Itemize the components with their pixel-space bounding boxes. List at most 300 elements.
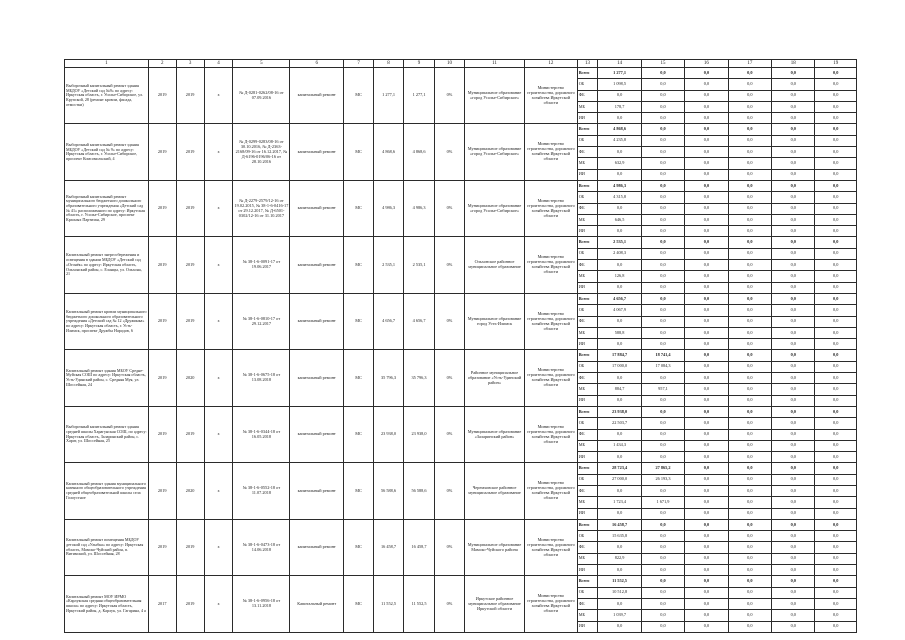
amount-cell: 0,0 bbox=[772, 90, 815, 101]
column-header: 7 bbox=[344, 60, 374, 68]
amount-cell: 0,0 bbox=[772, 553, 815, 564]
source-label: ОБ bbox=[577, 361, 598, 372]
object-description: Капитальный ремонт здания муниципального казенного общеобразовательного учреждения средней общеобразовательной школы села Голоустное bbox=[65, 463, 149, 519]
amount-cell: 0,0 bbox=[641, 485, 684, 496]
table-row bbox=[65, 350, 857, 361]
cost-cell: 16 458,7 bbox=[374, 519, 404, 575]
amount-cell: 0,0 bbox=[728, 327, 771, 338]
readiness: 0% bbox=[435, 68, 465, 124]
amount-cell: 0,0 bbox=[772, 293, 815, 304]
amount-cell: 0,0 bbox=[728, 463, 771, 474]
amount-cell: 0,0 bbox=[728, 429, 771, 440]
column-header: 10 bbox=[435, 60, 465, 68]
amount-cell: 0,0 bbox=[641, 124, 684, 135]
amount-cell: 0,0 bbox=[815, 553, 857, 564]
amount-cell: 0,0 bbox=[685, 271, 728, 282]
amount-cell: 0,0 bbox=[685, 226, 728, 237]
document-cell: № 38-1-6-0473-18 от 14.06.2018 bbox=[233, 519, 290, 575]
source-label: ИИ bbox=[577, 565, 598, 576]
amount-cell: 2 408,3 bbox=[598, 248, 641, 259]
municipality: Районное муниципальное образование «Усть-Удинский район» bbox=[465, 350, 525, 406]
amount-cell: 0,0 bbox=[815, 147, 857, 158]
amount-cell: 2 535,1 bbox=[598, 237, 641, 248]
amount-cell: 0,0 bbox=[641, 610, 684, 621]
amount-cell: 0,0 bbox=[728, 452, 771, 463]
cost-cell: 2 535,1 bbox=[374, 237, 404, 293]
amount-cell: 16 458,7 bbox=[598, 519, 641, 530]
amount-cell: 0,0 bbox=[685, 406, 728, 417]
amount-cell: 0,0 bbox=[641, 587, 684, 598]
amount-cell: 0,0 bbox=[685, 497, 728, 508]
document-cell: № 38-1-6-0552-18 от 11.07.2018 bbox=[233, 463, 290, 519]
source-label: ФБ bbox=[577, 429, 598, 440]
source-label: МБ bbox=[577, 384, 598, 395]
start-year: 2019 bbox=[148, 519, 176, 575]
amount-cell: 0,0 bbox=[772, 248, 815, 259]
source-label: ОБ bbox=[577, 531, 598, 542]
source-label: Всего bbox=[577, 519, 598, 530]
amount-cell: 0,0 bbox=[815, 598, 857, 609]
source-label: ФБ bbox=[577, 203, 598, 214]
amount-cell: 1 723,4 bbox=[598, 497, 641, 508]
work-type: капитальный ремонт bbox=[290, 350, 344, 406]
source-label: Всего bbox=[577, 293, 598, 304]
amount-cell: 0,0 bbox=[772, 180, 815, 191]
amount-cell: 0,0 bbox=[815, 485, 857, 496]
amount-cell: 0,0 bbox=[815, 452, 857, 463]
object-description: Выборочный капитальный ремонт здания МБДОУ «Детский сад № 9» по адресу: Иркутская область, г. Усолье-Сибирское, проспект Комсомольский, 4 bbox=[65, 124, 149, 180]
amount-cell: 0,0 bbox=[728, 214, 771, 225]
amount-cell: 0,0 bbox=[641, 147, 684, 158]
amount-cell: 0,0 bbox=[685, 553, 728, 564]
source-label: ОБ bbox=[577, 305, 598, 316]
mark: х bbox=[204, 68, 233, 124]
mark: х bbox=[204, 237, 233, 293]
end-year: 2019 bbox=[176, 519, 204, 575]
agent-cell: МС bbox=[344, 463, 374, 519]
amount-cell: 0,0 bbox=[598, 203, 641, 214]
amount-cell: 0,0 bbox=[772, 440, 815, 451]
end-year: 2020 bbox=[176, 350, 204, 406]
amount-cell: 0,0 bbox=[641, 452, 684, 463]
amount-cell: 0,0 bbox=[728, 553, 771, 564]
amount-cell: 0,0 bbox=[685, 339, 728, 350]
amount-cell: 28 723,4 bbox=[598, 463, 641, 474]
amount-cell: 0,0 bbox=[685, 508, 728, 519]
amount-cell: 0,0 bbox=[772, 282, 815, 293]
amount-cell: 126,8 bbox=[598, 271, 641, 282]
amount-cell: 17 884,7 bbox=[598, 350, 641, 361]
document-cell: № Д-0281-0262/08-16 от 07.09.2016 bbox=[233, 68, 290, 124]
document-cell: № Д-0299-0283/08-16 от 30.10.2016, № Д-2363-2168/09-16 от 16.12.2017, № Д-6196-0196/06-16 от 28.10.2016 bbox=[233, 124, 290, 180]
amount-cell: 0,0 bbox=[815, 361, 857, 372]
document-cell: № 38-1-6-0810-17 от 29.12.2017 bbox=[233, 293, 290, 349]
amount-cell: 0,0 bbox=[815, 350, 857, 361]
amount-cell: 0,0 bbox=[598, 452, 641, 463]
amount-cell: 0,0 bbox=[728, 282, 771, 293]
amount-cell: 0,0 bbox=[641, 565, 684, 576]
amount-cell: 0,0 bbox=[641, 406, 684, 417]
amount-cell: 0,0 bbox=[772, 192, 815, 203]
amount-cell: 0,0 bbox=[815, 384, 857, 395]
amount-cell: 26 193,3 bbox=[641, 474, 684, 485]
amount-cell: 0,0 bbox=[685, 248, 728, 259]
source-label: МБ bbox=[577, 271, 598, 282]
source-label: ОБ bbox=[577, 474, 598, 485]
source-label: Всего bbox=[577, 68, 598, 79]
work-type: капитальный ремонт bbox=[290, 68, 344, 124]
ministry: Министерство строительства, дорожного хозяйства Иркутской области bbox=[524, 406, 577, 462]
amount-cell: 0,0 bbox=[772, 542, 815, 553]
amount-cell: 0,0 bbox=[728, 350, 771, 361]
amount-cell: 0,0 bbox=[685, 463, 728, 474]
object-description: Капитальный ремонт кровли муниципального бюджетного дошкольного образовательного учреждения «Детский сад № 12 «Дружинка» по адресу: Иркутская область, г. Усть-Илимск, проспект Дружбы Народов, 6 bbox=[65, 293, 149, 349]
amount-cell: 0,0 bbox=[598, 429, 641, 440]
amount-cell: 0,0 bbox=[815, 293, 857, 304]
object-description: Капитальный ремонт МОУ ИРМО «Карлукская средняя общеобразовательная школа» по адресу: Иркутская область, Иркутский район, д. Карлук, ул. Гагарина, 4 а bbox=[65, 576, 149, 632]
source-label: ФБ bbox=[577, 90, 598, 101]
amount-cell: 0,0 bbox=[815, 440, 857, 451]
amount-cell: 0,0 bbox=[685, 440, 728, 451]
amount-cell: 0,0 bbox=[815, 316, 857, 327]
amount-cell: 0,0 bbox=[772, 373, 815, 384]
amount-cell: 0,0 bbox=[685, 147, 728, 158]
work-type: капитальный ремонт bbox=[290, 124, 344, 180]
source-label: ФБ bbox=[577, 316, 598, 327]
end-year: 2019 bbox=[176, 124, 204, 180]
column-header: 5 bbox=[233, 60, 290, 68]
amount-cell: 0,0 bbox=[815, 519, 857, 530]
budget-table bbox=[64, 59, 857, 633]
amount-cell: 0,0 bbox=[641, 113, 684, 124]
agent-cell: МС bbox=[344, 576, 374, 632]
work-type: Капитальный ремонт bbox=[290, 576, 344, 632]
amount-cell: 0,0 bbox=[772, 565, 815, 576]
amount-cell: 0,0 bbox=[815, 373, 857, 384]
object-description: Выборочный капитальный ремонт муниципального бюджетного дошкольного образовательного учреждения «Детский сад № 41» расположенного по адресу: Иркутская область, г. Усолье-Сибирское, проспект Красных Партизан, 29 bbox=[65, 180, 149, 236]
amount-cell: 632,9 bbox=[598, 158, 641, 169]
amount-cell: 0,0 bbox=[598, 565, 641, 576]
amount-cell: 4 868,6 bbox=[598, 124, 641, 135]
column-header: 12 bbox=[524, 60, 577, 68]
amount-cell: 0,0 bbox=[815, 327, 857, 338]
end-year: 2019 bbox=[176, 237, 204, 293]
amount-cell: 0,0 bbox=[728, 361, 771, 372]
start-year: 2017 bbox=[148, 576, 176, 632]
amount-cell: 0,0 bbox=[728, 260, 771, 271]
amount-cell: 0,0 bbox=[728, 90, 771, 101]
amount-cell: 0,0 bbox=[685, 373, 728, 384]
amount-cell: 1 039,7 bbox=[598, 610, 641, 621]
amount-cell: 0,0 bbox=[641, 135, 684, 146]
amount-cell: 10 512,8 bbox=[598, 587, 641, 598]
amount-cell: 0,0 bbox=[728, 180, 771, 191]
amount-cell: 0,0 bbox=[772, 339, 815, 350]
amount-cell: 0,0 bbox=[772, 452, 815, 463]
amount-cell: 0,0 bbox=[772, 576, 815, 587]
amount-cell: 0,0 bbox=[641, 79, 684, 90]
cost-cell: 4 656,7 bbox=[374, 293, 404, 349]
source-label: МБ bbox=[577, 610, 598, 621]
source-label: Всего bbox=[577, 237, 598, 248]
amount-cell: 0,0 bbox=[815, 271, 857, 282]
amount-cell: 0,0 bbox=[641, 327, 684, 338]
amount-cell: 0,0 bbox=[641, 542, 684, 553]
source-label: ИИ bbox=[577, 395, 598, 406]
amount-cell: 0,0 bbox=[815, 79, 857, 90]
amount-cell: 0,0 bbox=[728, 565, 771, 576]
amount-cell: 0,0 bbox=[815, 192, 857, 203]
amount-cell: 0,0 bbox=[772, 497, 815, 508]
amount-cell: 0,0 bbox=[772, 101, 815, 112]
amount-cell: 0,0 bbox=[728, 373, 771, 384]
source-label: ИИ bbox=[577, 226, 598, 237]
source-label: Всего bbox=[577, 350, 598, 361]
amount-cell: 0,0 bbox=[772, 113, 815, 124]
amount-cell: 0,0 bbox=[685, 418, 728, 429]
municipality: Муниципальное образование «город Усолье-Сибирское» bbox=[465, 180, 525, 236]
amount-cell: 0,0 bbox=[728, 508, 771, 519]
amount-cell: 0,0 bbox=[685, 260, 728, 271]
agent-cell: МС bbox=[344, 124, 374, 180]
mark: х bbox=[204, 293, 233, 349]
amount-cell: 1 671,9 bbox=[641, 497, 684, 508]
amount-cell: 0,0 bbox=[728, 226, 771, 237]
agent-cell: МС bbox=[344, 519, 374, 575]
ministry: Министерство строительства, дорожного хозяйства Иркутской области bbox=[524, 519, 577, 575]
amount-cell: 0,0 bbox=[641, 316, 684, 327]
amount-cell: 0,0 bbox=[685, 237, 728, 248]
cost-cell: 4 986,3 bbox=[374, 180, 404, 236]
amount-cell: 0,0 bbox=[772, 203, 815, 214]
start-year: 2019 bbox=[148, 293, 176, 349]
amount-cell: 0,0 bbox=[641, 576, 684, 587]
amount-cell: 0,0 bbox=[772, 316, 815, 327]
readiness: 0% bbox=[435, 293, 465, 349]
amount-cell: 0,0 bbox=[772, 135, 815, 146]
amount-cell: 0,0 bbox=[641, 248, 684, 259]
amount-cell: 0,0 bbox=[728, 135, 771, 146]
readiness: 0% bbox=[435, 576, 465, 632]
amount-cell: 0,0 bbox=[685, 621, 728, 632]
amount-cell: 0,0 bbox=[641, 158, 684, 169]
table-row bbox=[65, 180, 857, 191]
amount-cell: 0,0 bbox=[598, 169, 641, 180]
amount-cell: 0,0 bbox=[641, 271, 684, 282]
source-label: ИИ bbox=[577, 113, 598, 124]
amount-cell: 0,0 bbox=[815, 248, 857, 259]
start-year: 2019 bbox=[148, 463, 176, 519]
cost-cell: 23 938,0 bbox=[374, 406, 404, 462]
agent-cell: МС bbox=[344, 180, 374, 236]
amount-cell: 0,0 bbox=[598, 395, 641, 406]
amount-cell: 0,0 bbox=[641, 621, 684, 632]
column-header: 14 bbox=[598, 60, 641, 68]
amount-cell: 0,0 bbox=[728, 531, 771, 542]
amount-cell: 0,0 bbox=[685, 327, 728, 338]
amount-cell: 0,0 bbox=[641, 192, 684, 203]
amount-cell: 0,0 bbox=[772, 169, 815, 180]
source-label: МБ bbox=[577, 497, 598, 508]
mark: х bbox=[204, 519, 233, 575]
amount-cell: 0,0 bbox=[728, 305, 771, 316]
ministry: Министерство строительства, дорожного хозяйства Иркутской области bbox=[524, 463, 577, 519]
amount-cell: 0,0 bbox=[641, 531, 684, 542]
amount-cell: 0,0 bbox=[641, 237, 684, 248]
amount-cell: 0,0 bbox=[772, 305, 815, 316]
object-description: Выборочный капитальный ремонт здания МБДОУ «Детский сад №9» по адресу: Иркутская область, г. Усолье-Сибирское, ул. Крупской, 28 (ремонт кровли, фасада, отмостки) bbox=[65, 68, 149, 124]
municipality: Муниципальное образование Мамско-Чуйского района bbox=[465, 519, 525, 575]
amount-cell: 0,0 bbox=[815, 101, 857, 112]
mark: х bbox=[204, 576, 233, 632]
ministry: Министерство строительства, дорожного хозяйства Иркутской области bbox=[524, 576, 577, 632]
column-header: 15 bbox=[641, 60, 684, 68]
amount-cell: 0,0 bbox=[685, 305, 728, 316]
document-cell: № Д-2279-2579/12-16 от 19.02.2015, № 38-1-6-0416-17 от 29.12.2017, № Д-6501-0302/12-16 от 31.10.2017 bbox=[233, 180, 290, 236]
amount-cell: 0,0 bbox=[685, 113, 728, 124]
source-label: МБ bbox=[577, 214, 598, 225]
readiness: 0% bbox=[435, 519, 465, 575]
amount-cell: 0,0 bbox=[685, 429, 728, 440]
table-row bbox=[65, 576, 857, 587]
amount-cell: 0,0 bbox=[728, 158, 771, 169]
amount-cell: 0,0 bbox=[772, 485, 815, 496]
amount-cell: 0,0 bbox=[728, 587, 771, 598]
amount-cell: 0,0 bbox=[728, 79, 771, 90]
amount-cell: 0,0 bbox=[772, 418, 815, 429]
column-header: 19 bbox=[815, 60, 857, 68]
amount-cell: 0,0 bbox=[772, 587, 815, 598]
amount-cell: 0,0 bbox=[728, 474, 771, 485]
amount-cell: 0,0 bbox=[815, 587, 857, 598]
amount-cell: 0,0 bbox=[815, 565, 857, 576]
amount-cell: 0,0 bbox=[641, 440, 684, 451]
table-row bbox=[65, 463, 857, 474]
amount-cell: 0,0 bbox=[685, 192, 728, 203]
cost-remaining: 4 656,7 bbox=[404, 293, 435, 349]
amount-cell: 0,0 bbox=[598, 226, 641, 237]
amount-cell: 4 986,3 bbox=[598, 180, 641, 191]
readiness: 0% bbox=[435, 237, 465, 293]
cost-remaining: 11 552,5 bbox=[404, 576, 435, 632]
column-header: 13 bbox=[577, 60, 598, 68]
work-type: капитальный ремонт bbox=[290, 293, 344, 349]
document-cell: № 38-1-6-0675-18 от 13.08.2018 bbox=[233, 350, 290, 406]
source-label: ФБ bbox=[577, 373, 598, 384]
amount-cell: 0,0 bbox=[685, 485, 728, 496]
object-description: Капитальный ремонт энергосбережения и освещения в здании МБДОУ «Детский сад «Огонёк» по адресу: Иркутская область, Ольхонский район, с. Еланцы, ул. Ольхона, 21 bbox=[65, 237, 149, 293]
amount-cell: 0,0 bbox=[772, 598, 815, 609]
amount-cell: 0,0 bbox=[641, 373, 684, 384]
end-year: 2019 bbox=[176, 68, 204, 124]
table-row bbox=[65, 68, 857, 79]
source-label: ОБ bbox=[577, 135, 598, 146]
start-year: 2019 bbox=[148, 124, 176, 180]
source-label: ФБ bbox=[577, 485, 598, 496]
amount-cell: 0,0 bbox=[728, 271, 771, 282]
source-label: ОБ bbox=[577, 79, 598, 90]
amount-cell: 0,0 bbox=[685, 474, 728, 485]
mark: х bbox=[204, 180, 233, 236]
amount-cell: 0,0 bbox=[641, 395, 684, 406]
amount-cell: 0,0 bbox=[598, 508, 641, 519]
mark: х bbox=[204, 463, 233, 519]
amount-cell: 0,0 bbox=[685, 531, 728, 542]
source-label: ФБ bbox=[577, 598, 598, 609]
amount-cell: 0,0 bbox=[815, 169, 857, 180]
amount-cell: 0,0 bbox=[641, 214, 684, 225]
amount-cell: 0,0 bbox=[772, 361, 815, 372]
amount-cell: 0,0 bbox=[728, 113, 771, 124]
source-label: ОБ bbox=[577, 248, 598, 259]
column-header: 16 bbox=[685, 60, 728, 68]
end-year: 2019 bbox=[176, 293, 204, 349]
readiness: 0% bbox=[435, 180, 465, 236]
amount-cell: 0,0 bbox=[598, 621, 641, 632]
amount-cell: 0,0 bbox=[685, 565, 728, 576]
source-label: ИИ bbox=[577, 282, 598, 293]
amount-cell: 0,0 bbox=[815, 68, 857, 79]
amount-cell: 0,0 bbox=[815, 203, 857, 214]
amount-cell: 0,0 bbox=[772, 214, 815, 225]
source-label: МБ bbox=[577, 440, 598, 451]
amount-cell: 0,0 bbox=[815, 508, 857, 519]
amount-cell: 0,0 bbox=[728, 621, 771, 632]
amount-cell: 0,0 bbox=[728, 576, 771, 587]
amount-cell: 0,0 bbox=[598, 339, 641, 350]
amount-cell: 0,0 bbox=[641, 293, 684, 304]
readiness: 0% bbox=[435, 350, 465, 406]
amount-cell: 0,0 bbox=[685, 610, 728, 621]
table-row bbox=[65, 237, 857, 248]
amount-cell: 0,0 bbox=[772, 158, 815, 169]
start-year: 2019 bbox=[148, 237, 176, 293]
amount-cell: 4 235,8 bbox=[598, 135, 641, 146]
amount-cell: 0,0 bbox=[772, 531, 815, 542]
amount-cell: 11 552,5 bbox=[598, 576, 641, 587]
source-label: Всего bbox=[577, 463, 598, 474]
amount-cell: 0,0 bbox=[815, 531, 857, 542]
amount-cell: 0,0 bbox=[815, 474, 857, 485]
amount-cell: 0,0 bbox=[772, 610, 815, 621]
source-label: ФБ bbox=[577, 147, 598, 158]
amount-cell: 0,0 bbox=[815, 542, 857, 553]
amount-cell: 0,0 bbox=[641, 429, 684, 440]
amount-cell: 0,0 bbox=[728, 440, 771, 451]
amount-cell: 0,0 bbox=[728, 169, 771, 180]
amount-cell: 0,0 bbox=[685, 384, 728, 395]
cost-remaining: 56 588,6 bbox=[404, 463, 435, 519]
source-label: Всего bbox=[577, 576, 598, 587]
agent-cell: МС bbox=[344, 68, 374, 124]
municipality: Иркутское районное муниципальное образование Иркутской области bbox=[465, 576, 525, 632]
source-label: МБ bbox=[577, 101, 598, 112]
amount-cell: 0,0 bbox=[728, 497, 771, 508]
amount-cell: 0,0 bbox=[728, 203, 771, 214]
object-description: Капитальный ремонт здания МБОУ Средне-Муйская СОШ по адресу: Иркутская область, Усть-Удинский район, с. Средняя Муя, ул. Шоссейная, 24 bbox=[65, 350, 149, 406]
amount-cell: 0,0 bbox=[772, 271, 815, 282]
amount-cell: 0,0 bbox=[728, 418, 771, 429]
end-year: 2019 bbox=[176, 180, 204, 236]
amount-cell: 0,0 bbox=[728, 610, 771, 621]
amount-cell: 0,0 bbox=[815, 418, 857, 429]
table-row bbox=[65, 519, 857, 530]
amount-cell: 0,0 bbox=[772, 260, 815, 271]
amount-cell: 0,0 bbox=[641, 553, 684, 564]
ministry: Министерство строительства, дорожного хозяйства Иркутской области bbox=[524, 124, 577, 180]
municipality: Муниципальное образование «Заларинский район» bbox=[465, 406, 525, 462]
amount-cell: 0,0 bbox=[728, 293, 771, 304]
